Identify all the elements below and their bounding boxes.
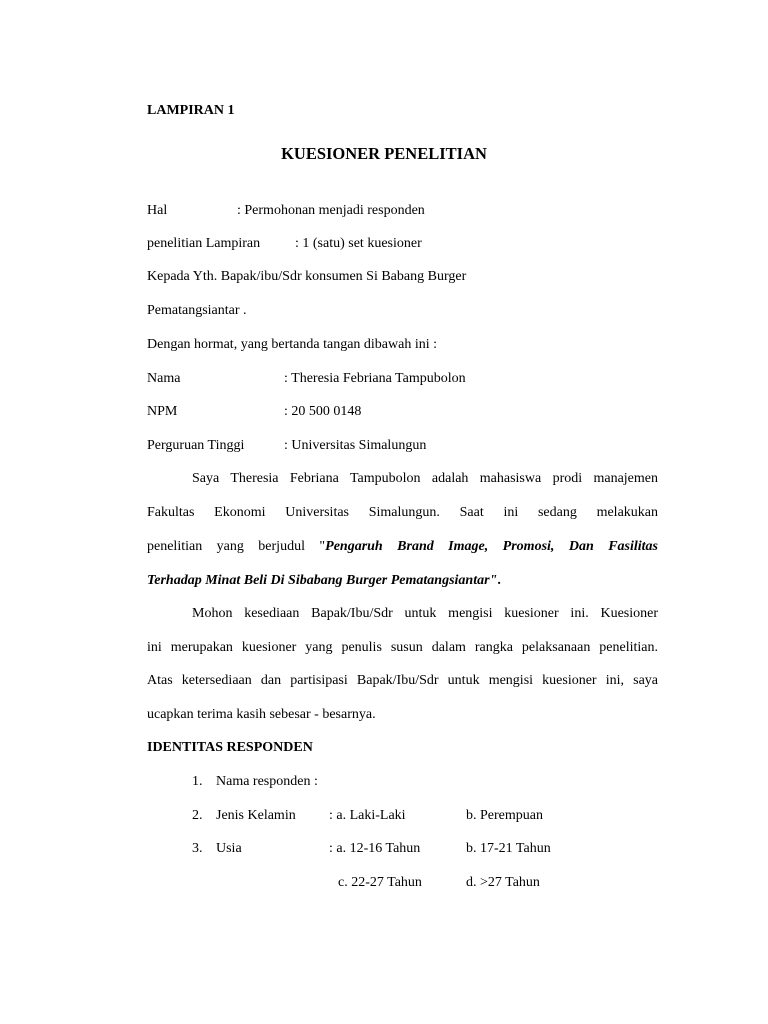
para1-line3-text: penelitian yang berjudul " <box>147 539 326 554</box>
pt-label: Perguruan Tinggi <box>147 438 245 453</box>
para1-line4 <box>147 572 501 590</box>
pt-value: : Universitas Simalungun <box>284 438 427 453</box>
city-line: Pematangsiantar . <box>147 303 247 318</box>
option-a: : a. Laki-Laki <box>329 808 406 823</box>
npm-label: NPM <box>147 404 178 419</box>
list-item <box>192 840 242 858</box>
item-number: 2. <box>192 808 203 823</box>
npm-value: : 20 500 0148 <box>284 404 362 419</box>
lampiran-row-label: penelitian Lampiran <box>147 236 261 251</box>
item-label: Usia <box>216 841 242 856</box>
para1-line2: Fakultas Ekonomi Universitas Simalungun. Saat ini sedang melakukan <box>147 505 658 520</box>
para1-period: . <box>497 573 501 588</box>
item-label: Nama responden : <box>216 774 318 789</box>
para1-line1: Saya Theresia Febriana Tampubolon adalah mahasiswa prodi manajemen <box>192 471 658 486</box>
npm-row <box>147 403 361 421</box>
recipient-line: Kepada Yth. Bapak/ibu/Sdr konsumen Si Babang Burger <box>147 269 467 284</box>
hal-row <box>147 202 425 220</box>
option-b: b. 17-21 Tahun <box>466 841 551 856</box>
option-a: : a. 12-16 Tahun <box>329 841 421 856</box>
para2-line4: ucapkan terima kasih sebesar - besarnya. <box>147 707 376 722</box>
list-item <box>192 773 318 791</box>
hal-label: Hal <box>147 203 168 218</box>
para2-line1: Mohon kesediaan Bapak/Ibu/Sdr untuk mengisi kuesioner ini. Kuesioner <box>192 606 658 621</box>
para1-line3 <box>147 538 658 556</box>
lampiran-label: LAMPIRAN 1 <box>147 103 235 118</box>
list-item <box>192 807 296 825</box>
lampiran-row-value: : 1 (satu) set kuesioner <box>295 236 422 251</box>
greeting-line: Dengan hormat, yang bertanda tangan dibawah ini : <box>147 337 438 352</box>
option-b: b. Perempuan <box>466 808 543 823</box>
para2-line2: ini merupakan kuesioner yang penulis susun dalam rangka pelaksanaan penelitian. <box>147 640 658 655</box>
identitas-heading: IDENTITAS RESPONDEN <box>147 740 313 755</box>
research-title-part1: Pengaruh Brand Image, Promosi, Dan Fasilitas <box>325 539 658 554</box>
item-label: Jenis Kelamin <box>216 808 296 823</box>
para2-line3: Atas ketersediaan dan partisipasi Bapak/Ibu/Sdr untuk mengisi kuesioner ini, saya <box>147 673 658 688</box>
pt-row <box>147 437 426 455</box>
option-d: d. >27 Tahun <box>466 875 540 890</box>
nama-label: Nama <box>147 371 181 386</box>
item-number: 1. <box>192 774 203 789</box>
page-title: KUESIONER PENELITIAN <box>281 144 487 163</box>
research-title-part2: Terhadap Minat Beli Di Sibabang Burger Pematangsiantar" <box>147 573 498 588</box>
hal-value: : Permohonan menjadi responden <box>237 203 425 218</box>
nama-row <box>147 370 466 388</box>
item-number: 3. <box>192 841 203 856</box>
lampiran-row <box>147 235 422 253</box>
nama-value: : Theresia Febriana Tampubolon <box>284 371 466 386</box>
option-c: c. 22-27 Tahun <box>338 875 422 890</box>
